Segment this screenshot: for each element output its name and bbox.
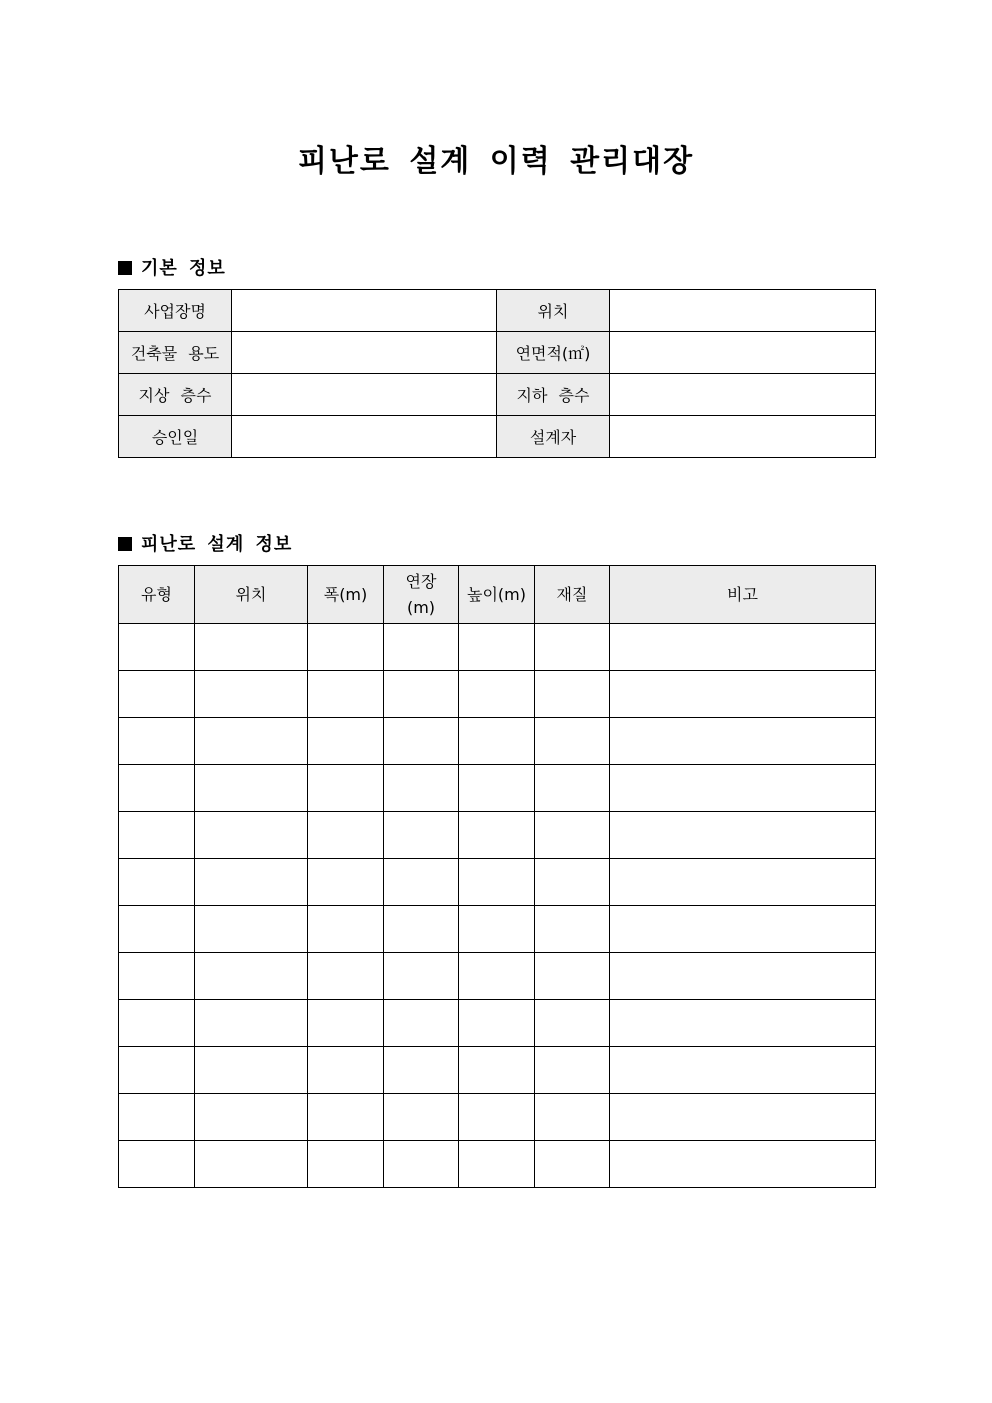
table-cell[interactable] [119, 718, 195, 765]
table-cell[interactable] [119, 812, 195, 859]
table-cell[interactable] [610, 1047, 876, 1094]
table-cell[interactable] [195, 624, 308, 671]
table-cell[interactable] [119, 1141, 195, 1188]
table-cell[interactable] [308, 906, 384, 953]
table-cell[interactable] [535, 671, 610, 718]
table-cell[interactable] [459, 953, 535, 1000]
column-header: 폭(m) [308, 566, 384, 624]
table-cell[interactable] [195, 1047, 308, 1094]
table-cell[interactable] [308, 765, 384, 812]
field-value[interactable] [232, 416, 497, 458]
field-label: 사업장명 [119, 290, 232, 332]
document-title: 피난로 설계 이력 관리대장 [297, 144, 695, 179]
table-cell[interactable] [308, 624, 384, 671]
table-cell[interactable] [119, 1047, 195, 1094]
table-cell[interactable] [459, 859, 535, 906]
table-cell[interactable] [195, 1141, 308, 1188]
table-cell[interactable] [384, 953, 459, 1000]
table-cell[interactable] [459, 812, 535, 859]
table-cell[interactable] [384, 765, 459, 812]
table-cell[interactable] [119, 1094, 195, 1141]
table-cell[interactable] [535, 1141, 610, 1188]
table-cell[interactable] [610, 859, 876, 906]
table-row [119, 718, 876, 765]
table-cell[interactable] [308, 812, 384, 859]
field-label: 설계자 [497, 416, 610, 458]
table-cell[interactable] [384, 624, 459, 671]
table-cell[interactable] [195, 1000, 308, 1047]
table-cell[interactable] [119, 671, 195, 718]
table-row [119, 859, 876, 906]
table-cell[interactable] [610, 1094, 876, 1141]
table-cell[interactable] [610, 812, 876, 859]
table-row [119, 812, 876, 859]
design-info-table [118, 565, 876, 1188]
field-label: 지상 층수 [119, 374, 232, 416]
table-cell[interactable] [459, 1141, 535, 1188]
table-cell[interactable] [119, 953, 195, 1000]
table-row [119, 1141, 876, 1188]
table-cell[interactable] [610, 1000, 876, 1047]
table-cell[interactable] [535, 624, 610, 671]
table-cell[interactable] [308, 1094, 384, 1141]
column-header: 높이(m) [459, 566, 535, 624]
field-label: 지하 층수 [497, 374, 610, 416]
table-cell[interactable] [610, 718, 876, 765]
table-cell[interactable] [384, 718, 459, 765]
table-cell[interactable] [195, 671, 308, 718]
table-cell[interactable] [459, 718, 535, 765]
table-cell[interactable] [459, 624, 535, 671]
table-row [119, 906, 876, 953]
table-cell[interactable] [535, 906, 610, 953]
column-header: 유형 [119, 566, 195, 624]
table-cell[interactable] [459, 906, 535, 953]
field-value[interactable] [232, 374, 497, 416]
table-row [119, 1047, 876, 1094]
table-cell[interactable] [195, 812, 308, 859]
field-value[interactable] [610, 416, 876, 458]
table-cell[interactable] [610, 953, 876, 1000]
table-cell[interactable] [610, 1141, 876, 1188]
table-cell[interactable] [459, 1047, 535, 1094]
table-cell[interactable] [195, 718, 308, 765]
table-cell[interactable] [459, 1094, 535, 1141]
table-row [119, 953, 876, 1000]
basic-info-row [119, 332, 876, 374]
table-cell[interactable] [119, 765, 195, 812]
basic-info-table [118, 289, 876, 458]
field-value[interactable] [610, 290, 876, 332]
table-cell[interactable] [308, 953, 384, 1000]
section-heading-text: 기본 정보 [141, 258, 226, 279]
table-cell[interactable] [119, 859, 195, 906]
table-cell[interactable] [384, 906, 459, 953]
table-cell[interactable] [384, 1000, 459, 1047]
table-cell[interactable] [535, 718, 610, 765]
table-cell[interactable] [459, 1000, 535, 1047]
column-header: 비고 [610, 566, 876, 624]
field-value[interactable] [232, 290, 497, 332]
table-row [119, 1094, 876, 1141]
table-cell[interactable] [610, 671, 876, 718]
table-row [119, 671, 876, 718]
table-cell[interactable] [535, 953, 610, 1000]
table-cell[interactable] [195, 859, 308, 906]
table-row [119, 765, 876, 812]
table-cell[interactable] [119, 1000, 195, 1047]
table-cell[interactable] [308, 1000, 384, 1047]
table-cell[interactable] [610, 765, 876, 812]
table-cell[interactable] [384, 812, 459, 859]
table-cell[interactable] [384, 1094, 459, 1141]
table-cell[interactable] [384, 1141, 459, 1188]
table-row [119, 624, 876, 671]
table-cell[interactable] [195, 953, 308, 1000]
table-header-row [119, 566, 876, 624]
column-header: 위치 [195, 566, 308, 624]
table-cell[interactable] [308, 859, 384, 906]
table-cell[interactable] [610, 906, 876, 953]
table-cell[interactable] [308, 1141, 384, 1188]
section-heading-basic-info [118, 254, 226, 280]
field-label: 연면적(㎡) [497, 332, 610, 374]
table-cell[interactable] [535, 859, 610, 906]
section-heading-design-info [118, 530, 292, 556]
table-cell[interactable] [119, 624, 195, 671]
square-bullet-icon [118, 261, 132, 275]
column-header: 연장(m) [384, 566, 459, 624]
table-cell[interactable] [384, 671, 459, 718]
field-label: 위치 [497, 290, 610, 332]
table-cell[interactable] [308, 718, 384, 765]
table-cell[interactable] [119, 906, 195, 953]
field-label: 승인일 [119, 416, 232, 458]
field-value[interactable] [232, 332, 497, 374]
table-cell[interactable] [308, 1047, 384, 1094]
table-cell[interactable] [384, 859, 459, 906]
table-cell[interactable] [535, 765, 610, 812]
column-header: 재질 [535, 566, 610, 624]
table-cell[interactable] [535, 1094, 610, 1141]
basic-info-row [119, 290, 876, 332]
table-cell[interactable] [459, 671, 535, 718]
table-cell[interactable] [308, 671, 384, 718]
table-cell[interactable] [535, 812, 610, 859]
field-value[interactable] [610, 332, 876, 374]
table-row [119, 1000, 876, 1047]
table-cell[interactable] [535, 1047, 610, 1094]
basic-info-row [119, 416, 876, 458]
table-cell[interactable] [195, 906, 308, 953]
table-cell[interactable] [195, 765, 308, 812]
table-cell[interactable] [459, 765, 535, 812]
section-heading-text: 피난로 설계 정보 [141, 534, 293, 555]
table-cell[interactable] [384, 1047, 459, 1094]
basic-info-row [119, 374, 876, 416]
table-cell[interactable] [195, 1094, 308, 1141]
field-label: 건축물 용도 [119, 332, 232, 374]
field-value[interactable] [610, 374, 876, 416]
table-cell[interactable] [535, 1000, 610, 1047]
square-bullet-icon [118, 537, 132, 551]
table-cell[interactable] [610, 624, 876, 671]
